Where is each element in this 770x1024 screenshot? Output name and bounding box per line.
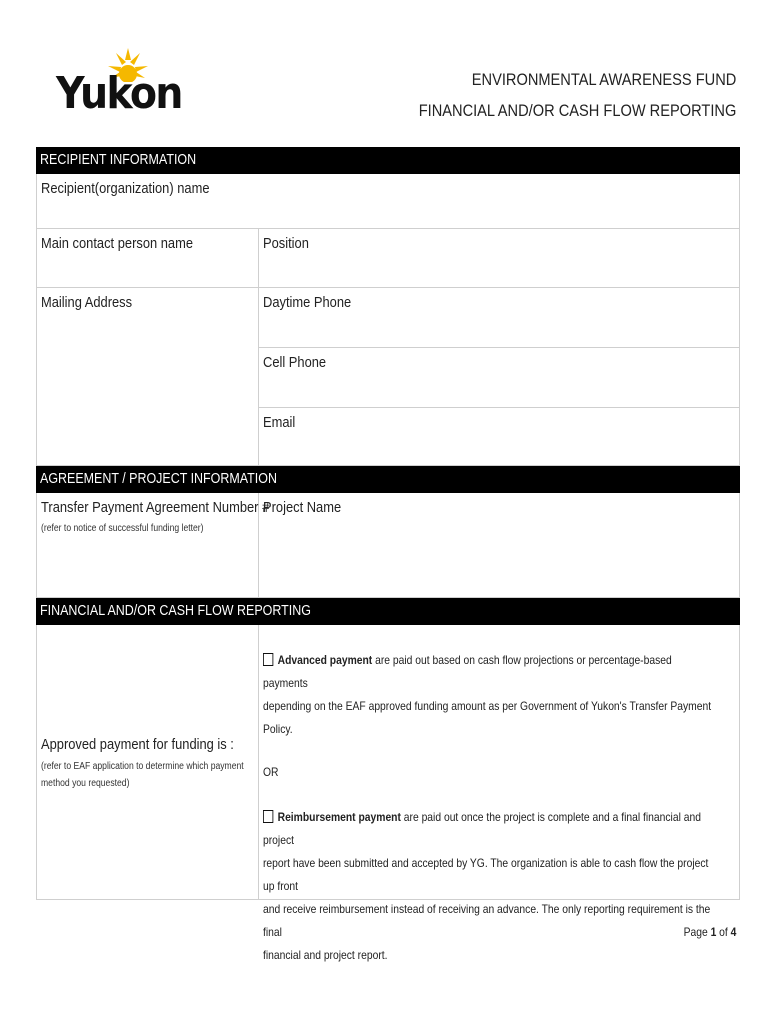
cell-phone-field[interactable]	[259, 348, 739, 408]
tpa-number-field[interactable]	[37, 493, 270, 597]
org-name-label: Recipient(organization) name	[41, 180, 210, 197]
advanced-text-2: depending on the EAF approved funding amount as per Government of Yukon's Transfer Payment Policy.	[263, 699, 712, 736]
advanced-payment-checkbox[interactable]	[263, 653, 273, 666]
cell-label: Cell Phone	[263, 354, 327, 371]
approved-note-1: (refer to EAF application to determine which payment	[41, 760, 244, 772]
contact-field[interactable]	[37, 229, 259, 287]
page-number: Page 1 of 4	[683, 925, 736, 939]
org-name-row[interactable]	[36, 174, 740, 229]
contact-row	[36, 229, 740, 288]
tpa-label: Transfer Payment Agreement Number #	[41, 499, 270, 516]
agreement-row	[36, 493, 740, 598]
reimbursement-text-3: and receive reimbursement instead of receiving an advance. The only reporting requirement is the final	[263, 902, 711, 939]
project-name-field[interactable]	[259, 493, 739, 597]
title-line-1: ENVIRONMENTAL AWARENESS FUND	[471, 70, 736, 89]
reimbursement-text-1: are paid out once the project is complete and a final financial and project	[263, 810, 701, 847]
phone-label: Daytime Phone	[263, 294, 352, 311]
daytime-phone-field[interactable]	[259, 288, 739, 348]
reimbursement-text-2: report have been submitted and accepted by YG. The organization is able to cash flow the project up front	[263, 856, 709, 893]
advanced-title: Advanced payment	[277, 653, 373, 667]
tpa-note: (refer to notice of successful funding letter)	[41, 523, 204, 534]
approved-label: Approved payment for funding is :	[41, 735, 234, 753]
section-recipient-header: RECIPIENT INFORMATION	[36, 147, 740, 174]
address-row	[36, 288, 740, 466]
position-label: Position	[263, 235, 309, 252]
advanced-option	[263, 649, 719, 741]
reimbursement-title: Reimbursement payment	[277, 810, 401, 824]
email-field[interactable]	[259, 408, 739, 465]
contact-label: Main contact person name	[41, 235, 194, 252]
advanced-text-1: are paid out based on cash flow projections or percentage-based payments	[263, 653, 672, 690]
approved-payment-cell	[37, 625, 259, 899]
title-line-2: FINANCIAL AND/OR CASH FLOW REPORTING	[418, 101, 736, 120]
section-financial-header: FINANCIAL AND/OR CASH FLOW REPORTING	[36, 598, 740, 625]
reimbursement-payment-checkbox[interactable]	[263, 810, 273, 823]
or-text: OR	[263, 765, 279, 779]
reimbursement-text-4: financial and project report.	[263, 948, 388, 962]
document-title	[418, 64, 736, 126]
logo-wordmark: Yukon	[56, 68, 182, 119]
mailing-label: Mailing Address	[41, 294, 133, 311]
position-field[interactable]	[259, 229, 739, 287]
reimbursement-option	[263, 806, 719, 967]
section-agreement-header: AGREEMENT / PROJECT INFORMATION	[36, 466, 740, 493]
mailing-address-field[interactable]	[37, 288, 259, 465]
yukon-logo	[50, 48, 182, 128]
project-label: Project Name	[263, 499, 342, 516]
email-label: Email	[263, 414, 296, 431]
approved-note-2: method you requested)	[41, 777, 130, 789]
